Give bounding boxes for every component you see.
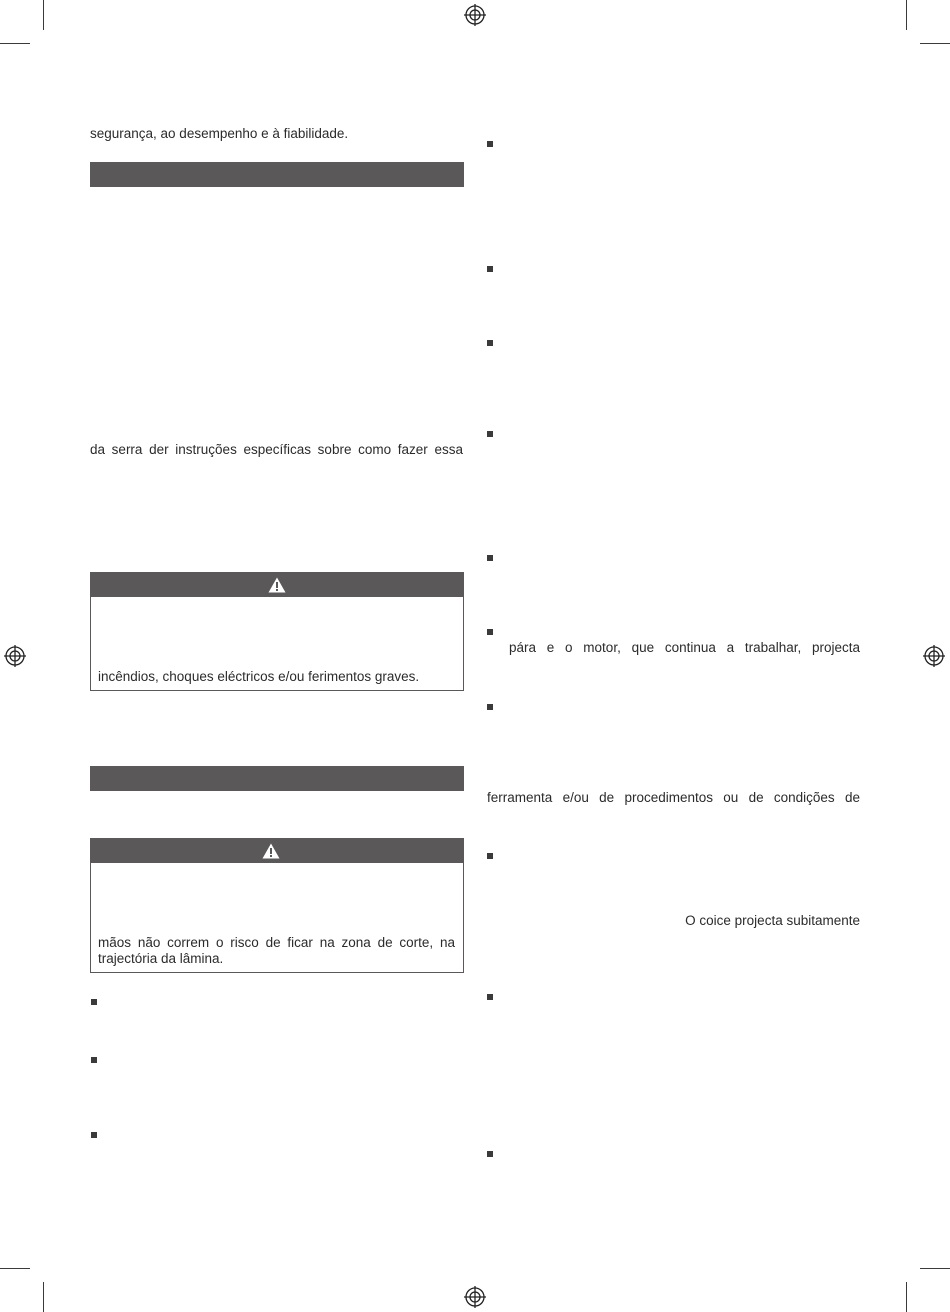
kickback-text-line: O coice projecta subitamente (685, 913, 860, 928)
registration-mark-icon (464, 1286, 486, 1308)
square-bullet-icon (487, 431, 493, 437)
warning-box-text: incêndios, choques eléctricos e/ou ferimentos graves. (98, 669, 420, 684)
crop-mark (906, 1282, 907, 1312)
square-bullet-icon (487, 266, 493, 272)
crop-mark (43, 1282, 44, 1312)
registration-mark-icon (464, 4, 486, 26)
square-bullet-icon (487, 704, 493, 710)
registration-mark-icon (4, 645, 26, 667)
square-bullet-icon (91, 1132, 97, 1138)
crop-mark (43, 0, 44, 30)
square-bullet-icon (487, 141, 493, 147)
square-bullet-icon (91, 999, 97, 1005)
section-header-bar (90, 766, 464, 791)
warning-box-text: mãos não correm o risco de ficar na zona de corte, na (98, 935, 455, 950)
warning-box-header (91, 839, 463, 863)
saw-instruction-line: da serra der instruções específicas sobre como fazer essa (90, 442, 463, 457)
intro-text-line: segurança, ao desempenho e à fiabilidade. (90, 126, 349, 141)
warning-box (90, 838, 464, 973)
warning-box (90, 572, 464, 691)
warning-box-header (91, 573, 463, 597)
crop-mark (920, 1268, 950, 1269)
section-header-bar (90, 162, 464, 187)
square-bullet-icon (91, 1057, 97, 1063)
warning-triangle-icon (262, 843, 280, 859)
crop-mark (906, 0, 907, 30)
square-bullet-icon (487, 340, 493, 346)
square-bullet-icon (487, 1151, 493, 1157)
warning-triangle-icon (268, 577, 286, 593)
tool-text-line: ferramenta e/ou de procedimentos ou de condições de (487, 790, 860, 805)
square-bullet-icon (487, 853, 493, 859)
crop-mark (0, 1268, 30, 1269)
square-bullet-icon (487, 555, 493, 561)
registration-mark-icon (923, 645, 945, 667)
crop-mark (920, 43, 950, 44)
crop-mark (0, 43, 30, 44)
square-bullet-icon (487, 994, 493, 1000)
motor-text-line: pára e o motor, que continua a trabalhar, projecta (509, 640, 860, 655)
warning-box-text: trajectória da lâmina. (98, 951, 224, 966)
square-bullet-icon (487, 629, 493, 635)
